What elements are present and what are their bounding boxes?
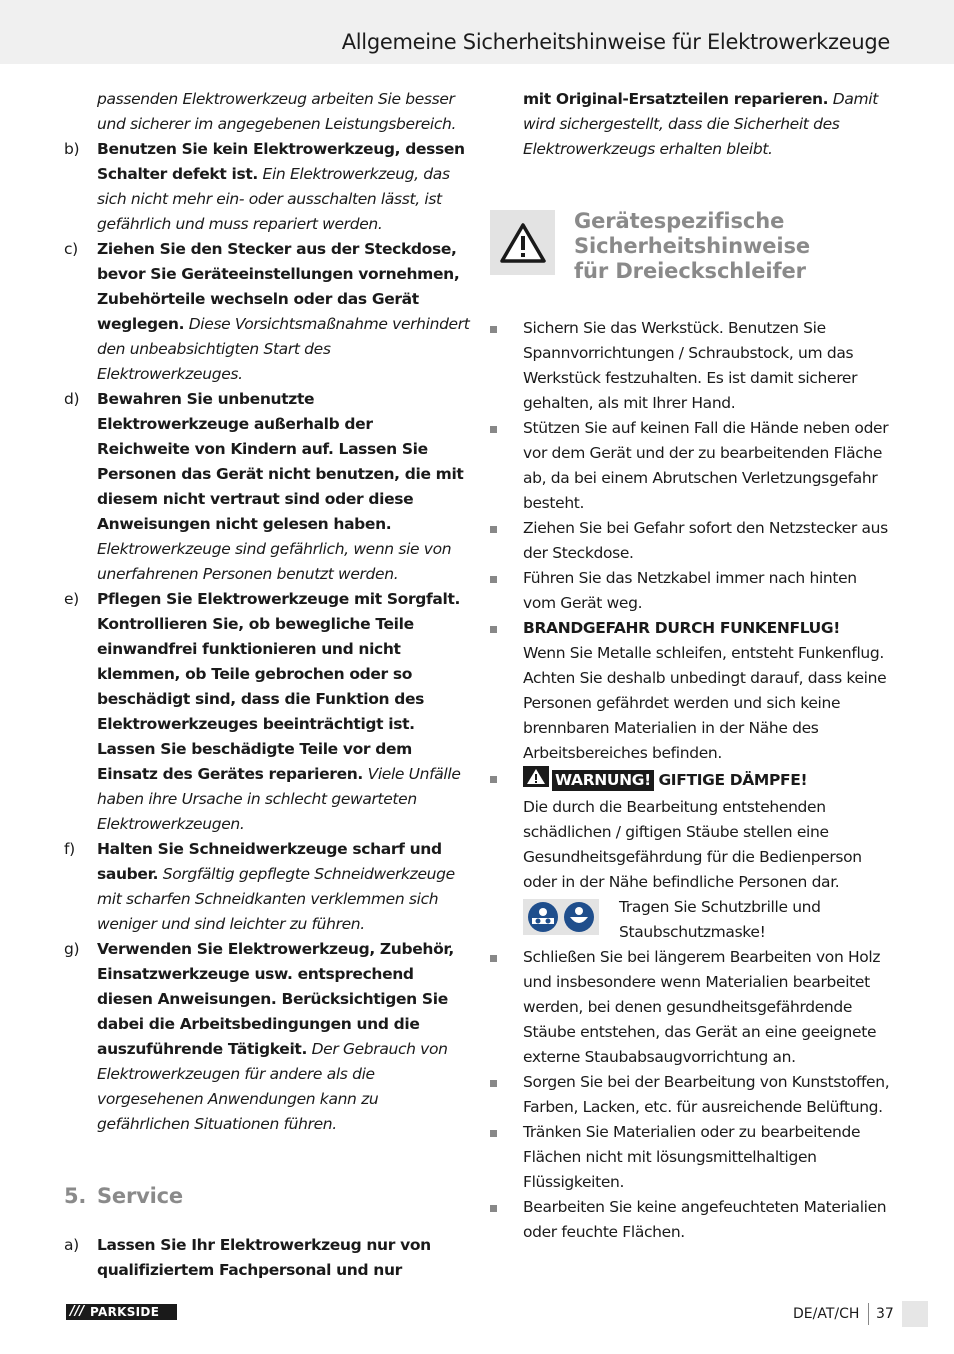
page-number: 37 <box>876 1306 894 1322</box>
intro-continuation <box>62 87 470 137</box>
list-item-g <box>62 937 470 1137</box>
item-italic: Elektrowerkzeuge sind gefährlich, wenn sie von unerfahrenen Personen benutzt werden. <box>97 540 452 583</box>
list-item <box>490 416 894 516</box>
list-item <box>490 1070 894 1120</box>
intro-italic: passenden Elektrowerkzeug arbeiten Sie besser und sicherer im angegebenen Leistungsbereich. <box>97 90 457 133</box>
heading-line-3: für Dreieckschleifer <box>574 259 806 283</box>
service-heading-number: 5. <box>64 1184 87 1208</box>
page-header <box>0 0 954 64</box>
header-title: Allgemeine Sicherheitshinweise für Elektrowerkzeuge <box>341 30 890 54</box>
bullet-square-icon <box>490 776 497 783</box>
bullet-square-icon <box>490 526 497 533</box>
bullet-text: Wenn Sie Metalle schleifen, entsteht Funkenflug. Achten Sie deshalb unbedingt darauf, dass keine Personen gefährdet werden und sich keine brennbaren Materialien in der Nähe des Arbeitsbereiches befinden. <box>523 644 887 762</box>
item-bold: Bewahren Sie unbenutzte Elektrowerkzeuge außerhalb der Reichweite von Kindern auf. Lassen Sie Personen das Gerät nicht benutzen, die mit diesem nicht vertraut sind oder diese Anweisungen nicht gelesen haben. <box>97 390 464 533</box>
item-label: a) <box>64 1236 79 1254</box>
item-bold: Halten Sie Schneidwerkzeuge scharf und sauber. <box>97 840 442 883</box>
item-label: c) <box>64 240 78 258</box>
item-italic: Ein Elektrowerkzeug, das sich nicht mehr ein- oder ausschalten lässt, ist gefährlich und muss repariert werden. <box>97 165 450 233</box>
item-label: g) <box>64 940 80 958</box>
right-intro <box>490 87 894 162</box>
footer-country: DE/AT/CH <box>793 1306 860 1322</box>
left-column <box>62 87 470 1283</box>
item-italic: Der Gebrauch von Elektrowerkzeugen für andere als die vorgesehenen Anwendungen kann zu gefährlichen Situationen führen. <box>97 1040 448 1133</box>
item-bold: Pflegen Sie Elektrowerkzeuge mit Sorgfalt. Kontrollieren Sie, ob bewegliche Teile einwandfrei funktionieren und nicht klemmen, ob Teile gebrochen oder so beschädigt sind, dass die Funktion des Elektrowerkzeuges beeinträchtigt ist. Lassen Sie beschädigte Teile vor dem Einsatz des Gerätes reparieren. <box>97 590 461 783</box>
item-bold: Lassen Sie Ihr Elektrowerkzeug nur von qualifiziertem Fachpersonal und nur <box>97 1236 431 1279</box>
list-item-b <box>62 137 470 237</box>
bullet-text: Stützen Sie auf keinen Fall die Hände neben oder vor dem Gerät und der zu bearbeitenden Fläche ab, da bei einem Abrutschen Verletzungsgefahr besteht. <box>523 419 889 512</box>
bullet-text: Bearbeiten Sie keine angefeuchteten Materialien oder feuchte Flächen. <box>523 1198 887 1241</box>
item-bold: Benutzen Sie kein Elektrowerkzeug, dessen Schalter defekt ist. <box>97 140 465 183</box>
footer-tab <box>902 1301 928 1327</box>
right-intro-bold: mit Original-Ersatzteilen reparieren. <box>523 90 829 108</box>
safety-goggles-icon <box>528 902 558 932</box>
bullet-text: Schließen Sie bei längerem Bearbeiten von Holz und insbesondere wenn Materialien bearbeitet werden, bei denen gesundheitsgefährdende Stäube entstehen, das Gerät an eine geeignete externe Staubabsaugvorrichtung an. <box>523 948 881 1066</box>
warning-triangle-small-icon <box>523 766 549 795</box>
logo-slashes: /// <box>70 1304 85 1319</box>
bullet-text: Die durch die Bearbeitung entstehenden schädlichen / giftigen Stäube stellen eine Gesundheitsgefährdung für die Bedienperson oder in der Nähe befindliche Personen dar. <box>523 798 862 891</box>
bullet-text: Führen Sie das Netzkabel immer nach hinten vom Gerät weg. <box>523 569 857 612</box>
bullet-square-icon <box>490 426 497 433</box>
footer-divider <box>868 1303 869 1325</box>
bullet-square-icon <box>490 955 497 962</box>
item-bold: Verwenden Sie Elektrowerkzeug, Zubehör, Einsatzwerkzeuge usw. entsprechend diesen Anweisungen. Berücksichtigen Sie dabei die Arbeitsbedingungen und die auszuführende Tätigkeit. <box>97 940 454 1058</box>
warning-triangle-icon <box>490 210 555 275</box>
bullet-square-icon <box>490 576 497 583</box>
logo-brand: PARKSIDE <box>90 1305 160 1319</box>
right-intro-italic: Damit wird sichergestellt, dass die Sicherheit des Elektrowerkzeugs erhalten bleibt. <box>523 90 878 158</box>
bullet-square-icon <box>490 1080 497 1087</box>
item-bold: Ziehen Sie den Stecker aus der Steckdose, bevor Sie Geräteeinstellungen vornehmen, Zubehörteile wechseln oder das Gerät weglegen. <box>97 240 460 333</box>
toxic-fumes-title: GIFTIGE DÄMPFE! <box>658 771 808 789</box>
list-item-e <box>62 587 470 837</box>
list-item-f <box>62 837 470 937</box>
item-italic: Diese Vorsichtsmaßnahme verhindert den unbeabsichtigten Start des Elektrowerkzeuges. <box>97 315 470 383</box>
list-item <box>490 566 894 616</box>
list-item <box>490 766 894 945</box>
list-item <box>490 945 894 1070</box>
list-item <box>490 316 894 416</box>
item-label: f) <box>64 840 75 858</box>
service-heading <box>62 1184 470 1209</box>
ppe-text: Tragen Sie Schutzbrille und Staubschutzmaske! <box>619 898 821 941</box>
service-heading-text: Service <box>97 1184 183 1208</box>
list-item <box>490 1120 894 1195</box>
list-item <box>490 616 894 766</box>
list-item-c <box>62 237 470 387</box>
bullet-text: Tränken Sie Materialien oder zu bearbeitende Flächen nicht mit lösungsmittelhaltigen Flüssigkeiten. <box>523 1123 861 1191</box>
bullet-text: Ziehen Sie bei Gefahr sofort den Netzstecker aus der Steckdose. <box>523 519 888 562</box>
device-safety-section <box>490 209 894 283</box>
dust-mask-icon <box>564 902 594 932</box>
parkside-logo <box>66 1304 177 1320</box>
item-label: b) <box>64 140 80 158</box>
ppe-icons <box>523 899 599 935</box>
heading-line-2: Sicherheitshinweise <box>574 234 811 258</box>
ppe-row <box>523 895 894 945</box>
bullet-text: Sorgen Sie bei der Bearbeitung von Kunststoffen, Farben, Lacken, etc. für ausreichende Belüftung. <box>523 1073 890 1116</box>
bullet-list <box>490 316 894 1245</box>
right-column <box>490 87 894 1245</box>
warning-label: WARNUNG! <box>552 770 654 791</box>
fire-hazard-title: BRANDGEFAHR DURCH FUNKENFLUG! <box>523 619 840 637</box>
device-safety-heading <box>574 209 810 284</box>
list-item <box>490 516 894 566</box>
list-item-d <box>62 387 470 587</box>
bullet-text: Sichern Sie das Werkstück. Benutzen Sie Spannvorrichtungen / Schraubstock, um das Werkstück festzuhalten. Es ist damit sicherer gehalten, als mit Ihrer Hand. <box>523 319 858 412</box>
heading-line-1: Gerätespezifische <box>574 209 785 233</box>
item-italic: Viele Unfälle haben ihre Ursache in schlecht gewarteten Elektrowerkzeugen. <box>97 765 461 833</box>
item-label: d) <box>64 390 80 408</box>
bullet-square-icon <box>490 326 497 333</box>
item-label: e) <box>64 590 79 608</box>
service-item-a <box>62 1233 470 1283</box>
bullet-square-icon <box>490 1130 497 1137</box>
bullet-square-icon <box>490 626 497 633</box>
bullet-square-icon <box>490 1205 497 1212</box>
item-italic: Sorgfältig gepflegte Schneidwerkzeuge mit scharfen Schneidkanten verklemmen sich weniger und sind leichter zu führen. <box>97 865 455 933</box>
list-item <box>490 1195 894 1245</box>
